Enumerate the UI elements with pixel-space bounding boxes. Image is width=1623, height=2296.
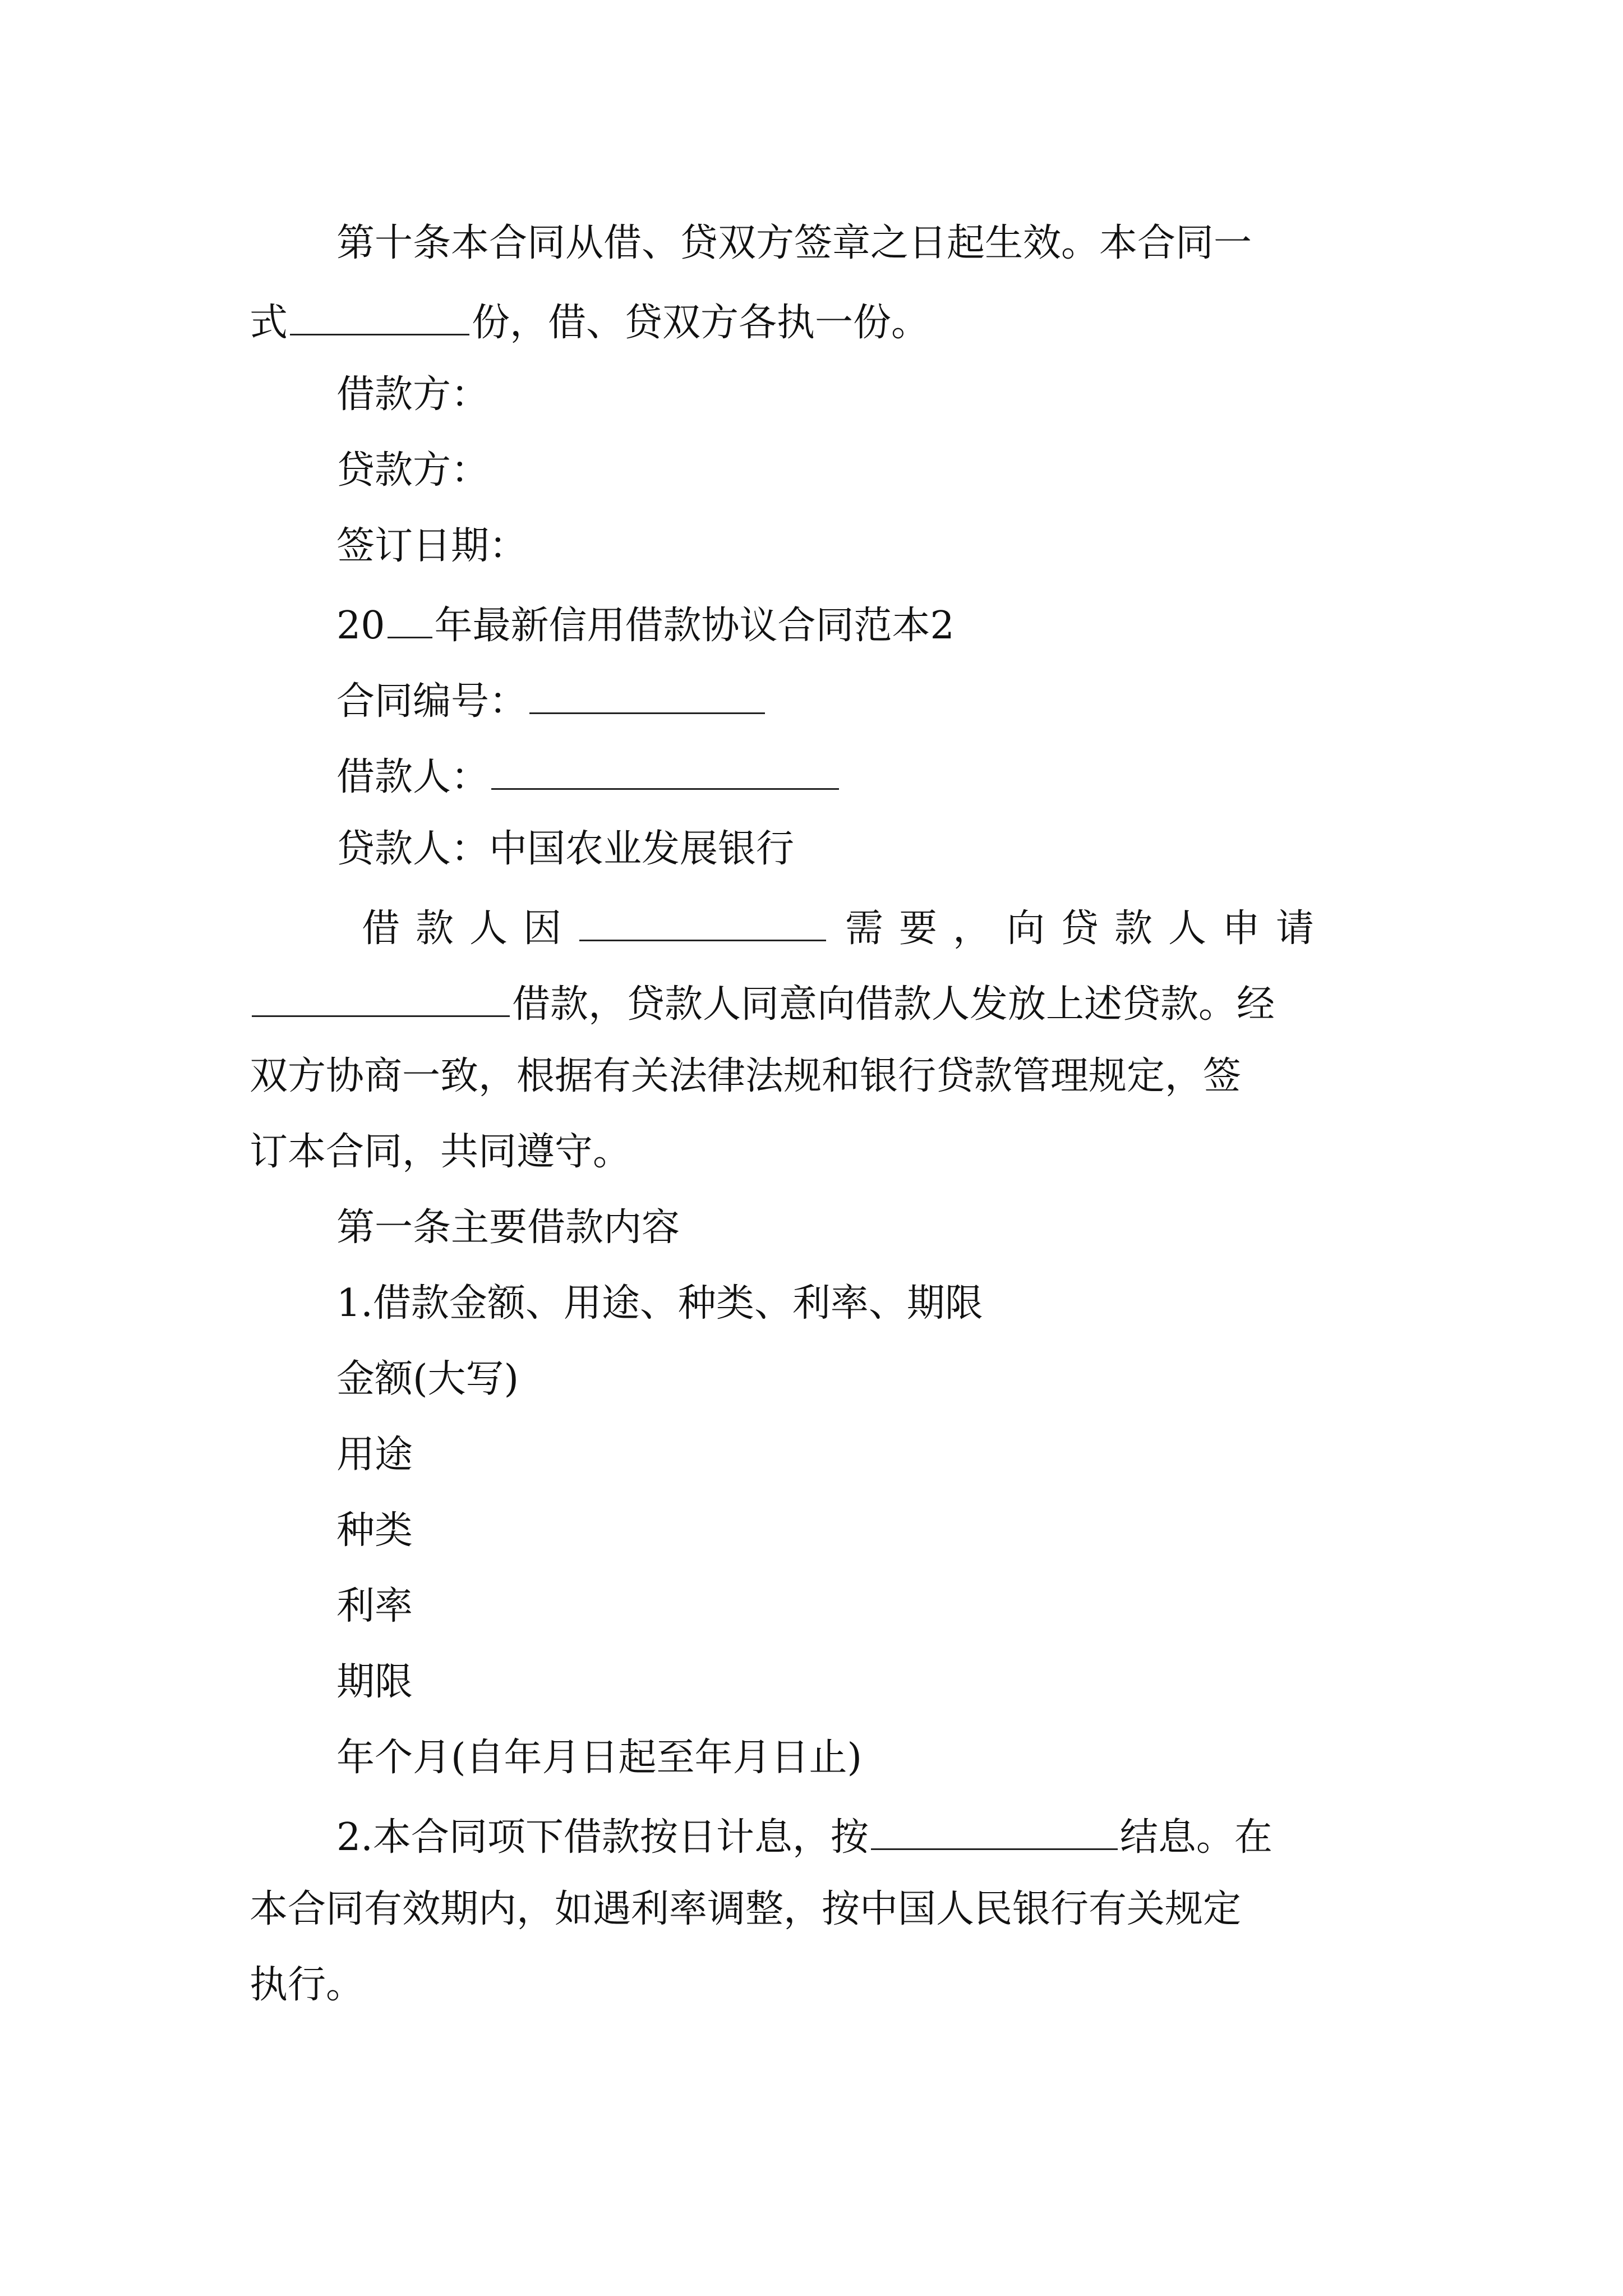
copies-prefix: 式	[250, 301, 288, 345]
signing-date-label: 签订日期：	[336, 524, 528, 568]
settlement-blank	[871, 1815, 1118, 1850]
loan-purpose-prefix: 借款人因	[362, 907, 578, 951]
borrower-label: 借款人：	[336, 755, 490, 799]
loan-amount-blank	[252, 982, 510, 1017]
article-one-heading: 第一条主要借款内容	[336, 1205, 680, 1250]
purpose-label: 用途	[336, 1433, 413, 1477]
loan-purpose-blank	[579, 906, 826, 941]
interest-line-1	[336, 1815, 1272, 1860]
item-one-heading: 1.借款金额、用途、种类、利率、期限	[336, 1281, 983, 1326]
interest-prefix: 2.本合同项下借款按日计息，按	[336, 1815, 869, 1860]
contract-template-title: 20 年最新信用借款协议合同范本2	[336, 604, 955, 648]
loan-purpose-line-1	[362, 906, 1330, 951]
year-blank	[388, 603, 432, 638]
copies-blank	[290, 300, 469, 335]
article-ten-text: 第十条本合同从借、贷双方签章之日起生效。本合同一	[336, 221, 1252, 265]
interest-line-2: 本合同有效期内，如遇利率调整，按中国人民银行有关规定	[250, 1887, 1242, 1931]
contract-number-label: 合同编号：	[336, 679, 528, 724]
term-period-line: 年个月(自年月日起至年月日止)	[336, 1736, 863, 1780]
lender-party-label: 贷款方：	[336, 448, 490, 493]
lender-line	[336, 827, 795, 871]
lender-text: 贷款人：中国农业发展银行	[336, 827, 795, 871]
loan-purpose-line-3: 双方协商一致，根据有关法律法规和银行贷款管理规定，签	[250, 1054, 1242, 1098]
interest-suffix: 结息。在	[1119, 1815, 1272, 1860]
type-label: 种类	[336, 1508, 413, 1553]
amount-label: 金额(大写)	[336, 1357, 519, 1401]
article-ten-line-1	[336, 221, 1252, 265]
loan-purpose-suffix: 需要，向贷款人申请	[845, 907, 1330, 951]
loan-purpose-line-2: 借款，贷款人同意向借款人发放上述贷款。经	[250, 982, 1275, 1024]
contract-number-line	[336, 679, 767, 724]
loan-purpose-line-4: 订本合同，共同遵守。	[250, 1130, 631, 1174]
borrower-party-label: 借款方：	[336, 372, 490, 417]
borrower-line	[336, 754, 841, 797]
rate-label: 利率	[336, 1584, 413, 1628]
borrower-blank	[491, 754, 839, 790]
copies-suffix: 份，借、贷双方各执一份。	[472, 301, 930, 345]
article-ten-line-2	[250, 300, 930, 345]
contract-number-blank	[529, 679, 765, 714]
term-label: 期限	[336, 1660, 413, 1704]
interest-line-3: 执行。	[250, 1963, 365, 2007]
